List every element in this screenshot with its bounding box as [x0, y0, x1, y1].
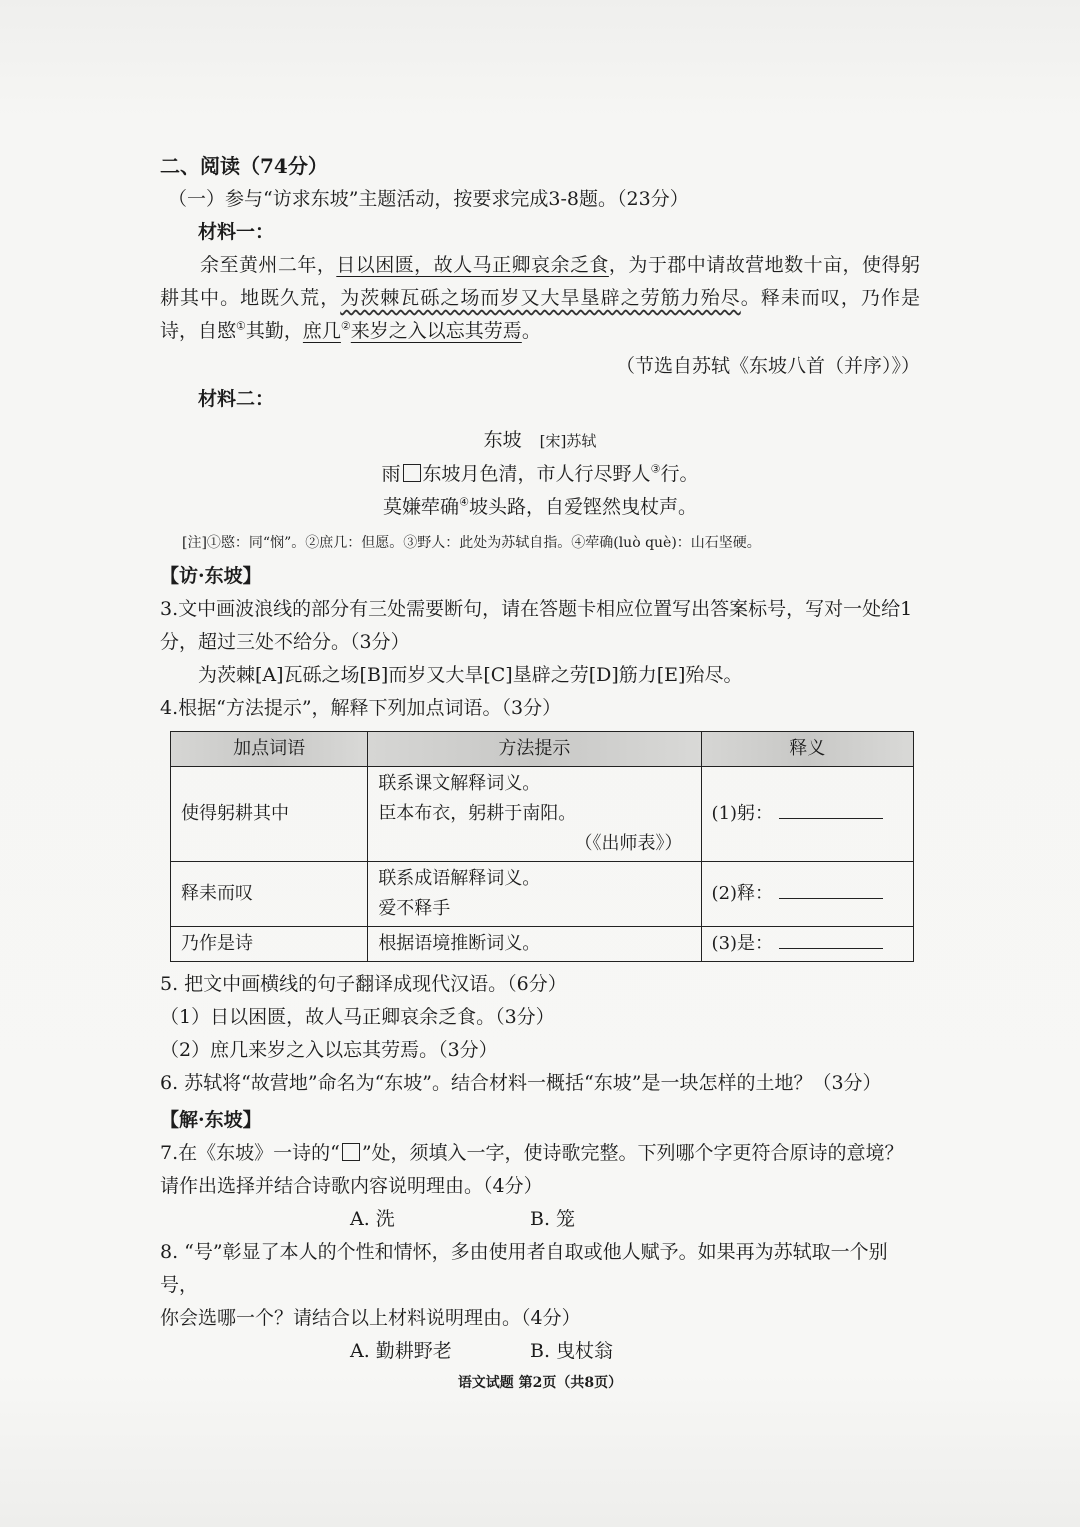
blank-box-icon — [403, 464, 421, 482]
option-a: A. 勤耕野老 — [350, 1340, 452, 1362]
table-header-hint: 方法提示 — [368, 732, 701, 767]
question-3-line1: 3.文中画波浪线的部分有三处需要断句，请在答题卡相应位置写出答案标号，写对一处给1 — [160, 598, 913, 620]
poem-line-2: 莫嫌荦确④坡头路，自爱铿然曳杖声。 — [383, 495, 697, 518]
material1-source: （节选自苏轼《东坡八首（并序）》） — [615, 355, 920, 377]
question-4-stem: 4.根据“方法提示”，解释下列加点词语。（3分） — [160, 697, 562, 719]
question-7-options — [160, 1203, 920, 1236]
table-header-row — [171, 732, 914, 767]
poem-author: [宋]苏轼 — [539, 432, 597, 450]
option-b: B. 笼 — [530, 1208, 576, 1230]
answer-blank[interactable] — [779, 884, 883, 899]
section-title: 二、阅读（74分） — [160, 154, 328, 178]
table-row: 乃作是诗 根据语境推断词义。 (3)是： — [171, 927, 914, 962]
question-3-options: 为茨棘[A]瓦砾之场[B]而岁又大旱[C]垦辟之劳[D]筋力[E]殆尽。 — [198, 664, 743, 686]
table-row: 使得躬耕其中 联系课文解释词义。 臣本布衣，躬耕于南阳。 （《出师表》） (1)躬： — [171, 767, 914, 862]
question-3-line2: 分，超过三处不给分。（3分） — [160, 631, 410, 653]
table-row: 释耒而叹 联系成语解释词义。 爱不释手 (2)释： — [171, 862, 914, 927]
poem-title: 东坡 [宋]苏轼 — [483, 429, 597, 451]
page-footer: 语文试题 第2页（共8页） — [457, 1375, 623, 1391]
question-7-line1: 7.在《东坡》一诗的“ ”处，须填入一字，使诗歌完整。下列哪个字更符合原诗的意境？ — [160, 1142, 904, 1164]
reading-section — [160, 150, 920, 1368]
answer-blank[interactable] — [779, 804, 883, 819]
table-header-word: 加点词语 — [171, 732, 368, 767]
note-marker-2: ② — [340, 319, 351, 333]
note-marker-1: ① — [236, 319, 246, 333]
blank-box-icon — [342, 1143, 360, 1161]
material1-text: 余至黄州二年，日以困匮，故人马正卿哀余乏食，为于郡中请故营地数十亩，使得躬耕其中。地既久荒，为茨棘瓦砾之场而岁又大旱垦辟之劳筋力殆尽。释耒而叹，乃作是诗，自愍①其勤，庶几②来岁之入以忘其劳焉。 — [160, 254, 920, 342]
question-5-stem: 5. 把文中画横线的句子翻译成现代汉语。（6分） — [160, 973, 567, 995]
material1-label: 材料一： — [198, 221, 275, 243]
option-b: B. 曳杖翁 — [530, 1340, 614, 1362]
underlined-sentence-2b: 来岁之入以忘其劳焉 — [350, 320, 522, 342]
option-a: A. 洗 — [350, 1208, 395, 1230]
wavy-line-passage: 为茨棘瓦砾之场而岁又大旱垦辟之劳筋力殆尽 — [340, 287, 741, 309]
question-8-line1: 8. “号”彰显了本人的个性和情怀，多由使用者自取或他人赋予。如果再为苏轼取一个别号， — [160, 1241, 888, 1296]
question-8-options — [160, 1335, 920, 1368]
question-5-sub2: （2）庶几来岁之入以忘其劳焉。（3分） — [160, 1039, 498, 1061]
part1-intro: （一）参与“访求东坡”主题活动，按要求完成3-8题。（23分） — [168, 188, 689, 210]
visit-heading: 【访·东坡】 — [160, 565, 262, 587]
question-5-sub1: （1）日以困匮，故人马正卿哀余乏食。（3分） — [160, 1006, 555, 1028]
question-4-table — [170, 731, 914, 962]
question-8-line2: 你会选哪一个？请结合以上材料说明理由。（4分） — [160, 1307, 581, 1329]
material2-label: 材料二： — [198, 388, 275, 410]
underlined-sentence-2a: 庶几 — [302, 320, 341, 342]
annotation-notes: [注]①愍：同“悯”。②庶几：但愿。③野人：此处为苏轼自指。④荦确(luò què)：山石坚硬。 — [182, 535, 761, 551]
underlined-sentence-1: 日以困匮，故人马正卿哀余乏食 — [336, 254, 609, 276]
table-header-meaning: 释义 — [701, 732, 913, 767]
answer-blank[interactable] — [779, 934, 883, 949]
explain-heading: 【解·东坡】 — [160, 1109, 262, 1131]
question-7-line2: 请作出选择并结合诗歌内容说明理由。（4分） — [160, 1175, 543, 1197]
poem-line-1: 雨 东坡月色清，市人行尽野人③行。 — [381, 462, 699, 485]
question-6: 6. 苏轼将“故营地”命名为“东坡”。结合材料一概括“东坡”是一块怎样的土地？（3分） — [160, 1072, 882, 1094]
